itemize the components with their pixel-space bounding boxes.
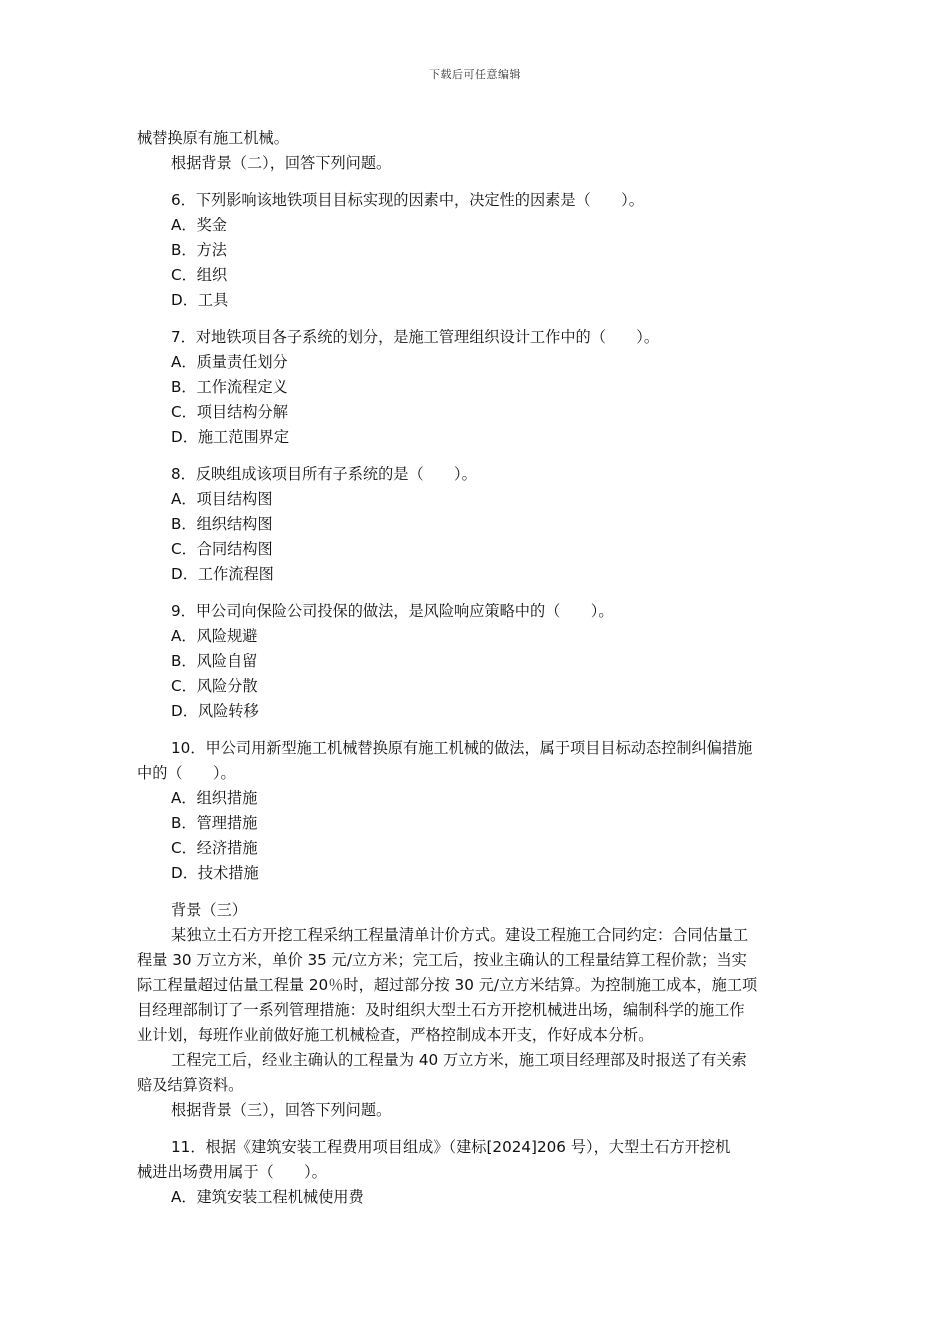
option-c: C．项目结构分解 [171,403,288,421]
option-a: A．组织措施 [171,789,258,807]
option-a: A．奖金 [171,216,227,234]
background-title: 背景（三） [171,901,247,919]
question-text: 9．甲公司向保险公司投保的做法，是风险响应策略中的（ ）。 [171,602,614,620]
background-para-1-line-5: 业计划，每班作业前做好施工机械检查，严格控制成本开支，作好成本分析。 [137,1026,654,1044]
question-text-line-2: 械进出场费用属于（ ）。 [137,1163,327,1181]
option-c: C．组织 [171,266,228,284]
background-para-1-line-3: 际工程量超过估量工程量 20％时，超过部分按 30 元/立方米结算。为控制施工成本，施工项 [137,976,758,994]
section-prompt: 根据背景（二），回答下列问题。 [171,154,392,172]
section-prompt: 根据背景（三），回答下列问题。 [171,1101,392,1119]
option-b: B．工作流程定义 [171,378,288,396]
question-7 [137,325,815,450]
option-b: B．风险自留 [171,652,258,670]
option-d: D．风险转移 [171,702,259,720]
option-d: D．工具 [171,291,229,309]
question-text-line-2: 中的（ ）。 [137,764,236,782]
option-c: C．合同结构图 [171,540,273,558]
question-11 [137,1135,815,1210]
background-para-2-line-2: 赔及结算资料。 [137,1076,244,1094]
question-10 [137,736,815,886]
background-para-2-line-1: 工程完工后，经业主确认的工程量为 40 万立方米，施工项目经理部及时报送了有关索 [171,1051,747,1069]
option-a: A．建筑安装工程机械使用费 [171,1188,364,1206]
option-a: A．质量责任划分 [171,353,288,371]
option-d: D．工作流程图 [171,565,274,583]
continuation-text: 械替换原有施工机械。 [137,129,289,147]
option-b: B．管理措施 [171,814,258,832]
background-para-1-line-1: 某独立土石方开挖工程采纳工程量清单计价方式。建设工程施工合同约定：合同估量工 [171,926,749,944]
option-b: B．组织结构图 [171,515,273,533]
question-text-line-1: 11．根据《建筑安装工程费用项目组成》（建标[2024]206 号），大型土石方开挖机 [171,1138,731,1156]
option-b: B．方法 [171,241,227,259]
document-body [137,126,815,1210]
question-8 [137,462,815,587]
option-a: A．项目结构图 [171,490,273,508]
background-para-1-line-4: 目经理部制订了一系列管理措施：及时组织大型土石方开挖机械进出场，编制科学的施工作 [137,1001,745,1019]
option-d: D．施工范围界定 [171,428,290,446]
page-header: 下载后可任意编辑 [429,68,521,81]
option-d: D．技术措施 [171,864,259,882]
question-text-line-1: 10．甲公司用新型施工机械替换原有施工机械的做法，属于项目目标动态控制纠偏措施 [171,739,753,757]
option-c: C．风险分散 [171,677,258,695]
question-9 [137,599,815,724]
question-text: 6．下列影响该地铁项目目标实现的因素中，决定性的因素是（ ）。 [171,191,644,209]
option-c: C．经济措施 [171,839,258,857]
background-3 [137,898,815,1123]
option-a: A．风险规避 [171,627,258,645]
background-para-1-line-2: 程量 30 万立方米，单价 35 元/立方米；完工后，按业主确认的工程量结算工程价款；当实 [137,951,747,969]
question-text: 7．对地铁项目各子系统的划分，是施工管理组织设计工作中的（ ）。 [171,328,660,346]
question-text: 8．反映组成该项目所有子系统的是（ ）。 [171,465,477,483]
question-6 [137,188,815,313]
